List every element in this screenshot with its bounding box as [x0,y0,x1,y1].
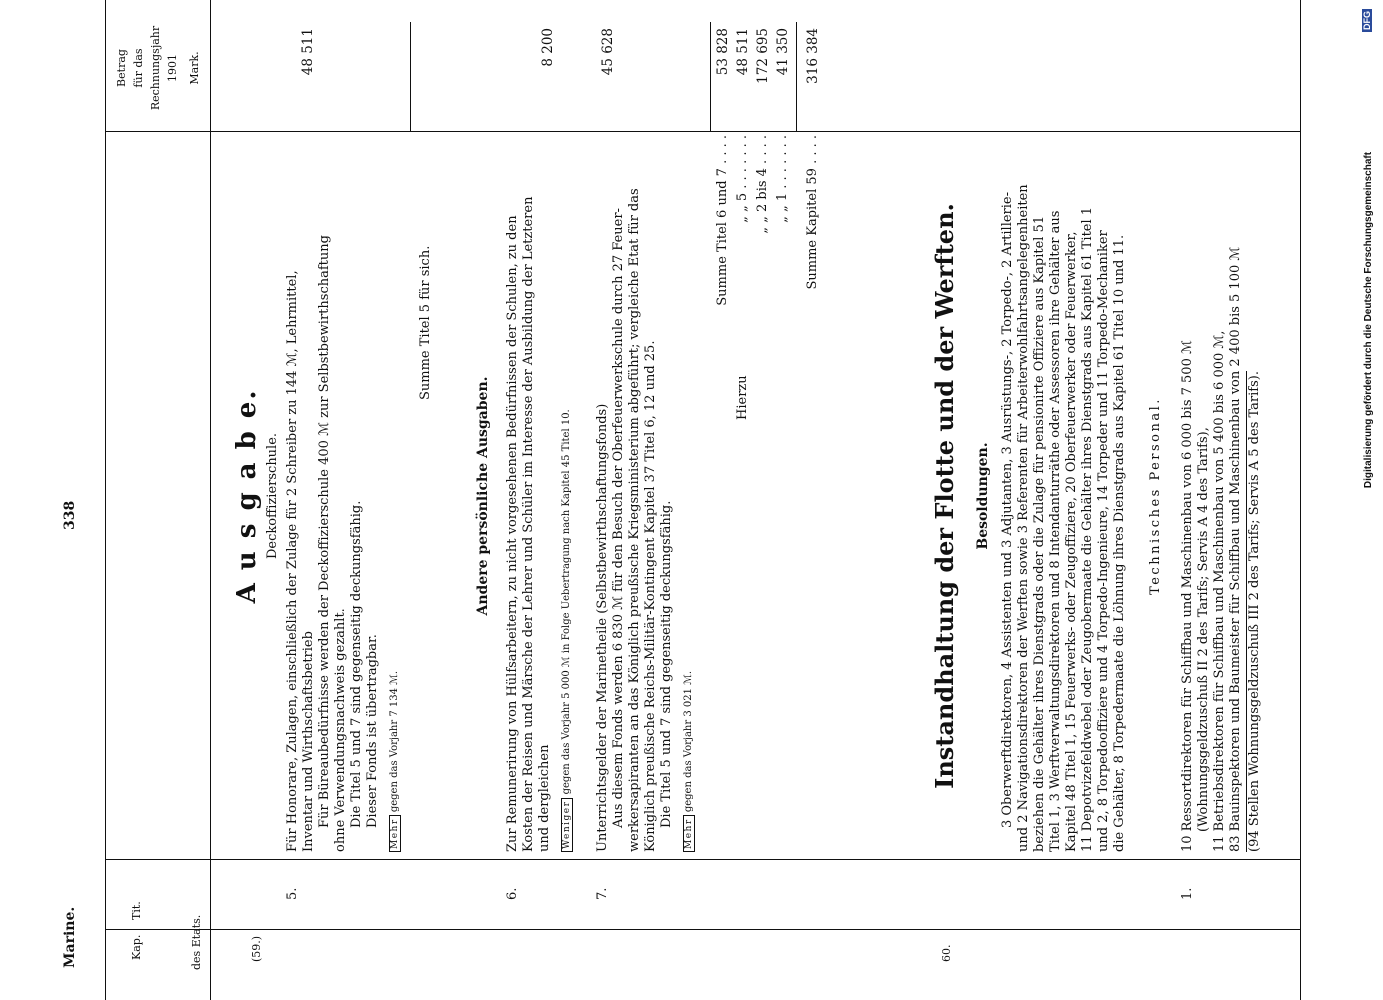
page-number: 338 [62,500,78,530]
sec-besoldungen: Besoldungen. [975,442,991,550]
t6-weniger [559,137,575,852]
col-betrag-1: Betrag [115,49,128,87]
t7-line3: werkersapiranten an das Königlich preußische Kriegsministerium abgeführt; vergleiche Etat für das [627,188,642,852]
t6-weniger-text: gegen das Vorjahr 5 000 ℳ in Folge Uebertragung nach Kapitel 45 Titel 10. [561,409,572,795]
t5-line4: ohne Verwendungsnachweis gezahlt. [333,608,348,852]
t7-num: 7. [595,887,610,900]
t7-amount: 45 628 [600,28,616,76]
sum4-amount: 41 350 [775,28,791,76]
t5-rule [410,22,411,132]
col-betrag-3: Rechnungsjahr [149,25,162,111]
t1-l1: 10 Ressortdirektoren für Schiffbau und Maschinenbau von 6 000 bis 7 500 ℳ [1180,340,1195,852]
t1-l4: 83 Bauinspektoren und Baumeister für Schiffbau und Maschinenbau von 2 400 bis 5 100 ℳ [1228,246,1243,852]
col-tit: Tit. [130,901,143,920]
t1-l2: (Wohnungsgeldzuschuß II 2 des Tarifs; Servis A 4 des Tarifs), [1196,427,1211,832]
sec-andere: Andere persönliche Ausgaben. [475,376,491,616]
rule-header [210,0,211,1000]
para-60 [1000,137,1128,852]
t5-mehr-label: Mehr [389,815,401,852]
t6-line1: Zur Remunerirung von Hülfsarbeitern, zu nicht vorgesehenen Bedürfnissen der Schulen, zu den [505,215,520,852]
t7-line4: Königlich preußische Reichs-Militär-Kontingent Kapitel 37 Titel 6, 12 und 25. [643,340,658,852]
sec-deckoffizier: Deckoffizierschule. [265,432,280,560]
t5-text [285,137,403,852]
sum4-label: „ „ 1 . . . . . . . [775,135,790,223]
para60-l2: und 2 Navigationsdirektoren der Werften sowie 3 Referenten für Arbeiterwohlfahrtsangelegenheiten [1016,184,1031,852]
para60-l5: Kapitel 48 Titel 1, 15 Feuerwerks- oder Zeugoffiziere, 20 Oberfeuerwerker oder Feuerwerker, [1064,231,1079,852]
t7-line2: Aus diesem Fonds werden 6 830 ℳ für den Besuch der Oberfeuerwerkschule durch 27 Feuer- [611,208,626,828]
col-mark: Mark. [188,51,201,85]
t6-line2: Kosten der Reisen und Märsche der Lehrer und Schüler im Interesse der Ausbildung der Letzteren [521,196,536,852]
col-kap: Kap. [130,934,143,960]
credit-text: Digitalisierung gefördert durch die Deutsche Forschungsgemeinschaft [1363,151,1374,489]
rule-tit-text [105,859,1300,860]
sec-60-title: Instandhaltung der Flotte und der Werften. [930,203,959,789]
t1-num: 1. [1180,887,1195,900]
t5-amount: 48 511 [300,28,316,76]
kap-60: 60. [940,944,953,962]
t5-line6: Dieser Fonds ist übertragbar. [365,634,380,828]
sec-technisch: Technisches Personal. [1148,397,1163,595]
sum3-amount: 172 695 [755,28,771,84]
t7-mehr-label: Mehr [683,815,695,852]
sum3-label: „ „ 2 bis 4 . . . . [755,135,770,234]
t6-text [505,137,575,852]
t7-mehr [681,137,697,852]
t7-line5: Die Titel 5 und 7 sind gegenseitig deckungsfähig. [659,500,674,828]
sum1-amount: 53 828 [715,28,731,76]
t7-text [595,137,697,852]
t5-line5: Die Titel 5 und 7 sind gegenseitig deckungsfähig. [349,500,364,828]
t6-num: 6. [505,887,520,900]
para60-l1: 3 Oberwerftdirektoren, 4 Assistenten und 3 Adjutanten, 3 Ausrüstungs-, 2 Torpedo-, 2 Artillerie- [1000,191,1015,828]
total-label: Summe Kapitel 59 . . . . [805,135,820,290]
sums-hierzu: Hierzu [735,375,750,420]
para60-l4: Titel 1, 3 Werftverwaltungsdirektoren und 8 Intendanturräthe oder Assessoren ihre Gehälter aus [1048,210,1063,852]
col-betrag-2: für das [132,48,145,88]
t5-summe: Summe Titel 5 für sich. [418,245,433,400]
t5-line1: Für Honorare, Zulagen, einschließlich der Zulage für 2 Schreiber zu 144 ℳ, Lehrmittel, [285,270,300,852]
para60-l7: und 2, 8 Torpedooffiziere und 4 Torpedo-Ingenieure, 14 Torpeder und 11 Torpedo-Mechaniker [1096,230,1111,852]
sum1-label: Summe Titel 6 und 7 . . . . [715,135,730,306]
sums-rule-bottom [796,22,797,132]
t1-l3: 11 Betriebsdirektoren für Schiffbau und Maschinenbau von 5 400 bis 6 000 ℳ, [1212,330,1227,852]
rule-bottom [1300,0,1301,1000]
total-amount: 316 384 [805,28,821,84]
t5-line2: Inventar und Wirthschaftsbetrieb [301,631,316,852]
rule-betrag [105,131,1300,132]
t7-mehr-text: gegen das Vorjahr 3 021 ℳ. [683,670,694,813]
rule-top [105,0,106,1000]
sum2-label: „ „ 5 . . . . . . . [735,135,750,223]
sums-rule-top [710,22,711,132]
sum2-amount: 48 511 [735,28,751,76]
header-marine: Marine. [62,906,78,968]
para60-l6: 11 Depotvizefeldwebel oder Zeugobermaate die Gehälter ihres Dienstgrads aus Kapitel 61 Titel 1 [1080,206,1095,852]
col-des-etats: des Etats. [190,914,203,970]
t1-text [1180,137,1263,852]
para60-l3: beziehen die Gehälter ihres Dienstgrads oder die Zulage für pensionirte Offiziere aus Kapitel 51 [1032,215,1047,852]
t5-line3: Für Büreaubedürfnisse werden der Deckoffizierschule 400 ℳ zur Selbstbewirthschaftung [317,235,332,828]
t6-weniger-label: Weniger [561,798,573,852]
t5-num: 5. [285,887,300,900]
t5-mehr [387,137,403,852]
rule-kap-tit [105,929,1300,930]
para60-l8: die Gehälter, 8 Torpedermaate die Löhnung ihres Dienstgrads aus Kapitel 61 Titel 10 und 11. [1112,234,1127,852]
t1-l5: (94 Stellen Wohnungsgeldzuschuß III 2 des Tarifs; Servis A 5 des Tarifs). [1247,371,1262,852]
kap-59: (59.) [250,935,263,962]
t6-line3: und dergleichen [537,744,552,852]
dfg-logo: DFG [1362,11,1372,30]
t7-line1: Unterrichtsgelder der Marinetheile (Selbstbewirthschaftungsfonds) [595,403,610,852]
t5-mehr-text: gegen das Vorjahr 7 134 ℳ. [389,670,400,813]
t6-amount: 8 200 [540,28,556,67]
main-title: A u s g a b e. [232,388,262,604]
col-betrag-4: 1901 [166,54,179,82]
